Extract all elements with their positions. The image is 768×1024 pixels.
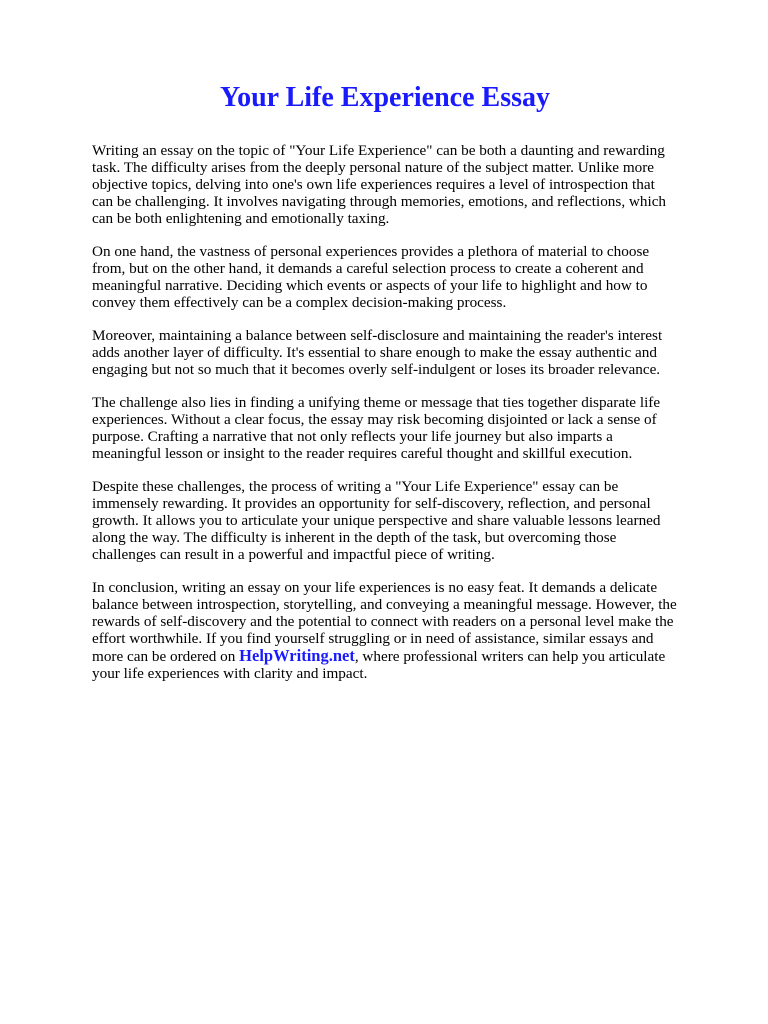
essay-title: Your Life Experience Essay [219, 82, 551, 113]
paragraph-3: Moreover, maintaining a balance between self-disclosure and maintaining the reader's interest adds another layer of difficulty. It's essential to share enough to make the essay authentic and engaging but not so much that it becomes overly self-indulgent or loses its broader relevance. [92, 327, 663, 378]
helpwriting-link[interactable]: HelpWriting.net [239, 646, 355, 665]
paragraph-1: Writing an essay on the topic of "Your Life Experience" can be both a daunting and rewarding task. The difficulty arises from the deeply personal nature of the subject matter. Unlike more objective topics, delving into one's own life experiences requires a level of introspection that can be challenging. It involves navigating through memories, emotions, and reflections, which can be both enlightening and emotionally taxing. [92, 142, 667, 227]
paragraph-2: On one hand, the vastness of personal experiences provides a plethora of material to choose from, but on the other hand, it demands a careful selection process to create a coherent and meaningful narrative. Deciding which events or aspects of your life to highlight and how to convey them effectively can be a complex decision-making process. [92, 243, 650, 311]
paragraph-5: Despite these challenges, the process of writing a "Your Life Experience" essay can be immensely rewarding. It provides an opportunity for self-discovery, reflection, and personal growth. It allows you to articulate your unique perspective and share valuable lessons learned along the way. The difficulty is inherent in the depth of the task, but overcoming those challenges can result in a powerful and impactful piece of writing. [92, 478, 661, 563]
conclusion-text-after: , where professional writers can help you articulate your life experiences with clarity and impact. [92, 648, 666, 682]
paragraph-4: The challenge also lies in finding a unifying theme or message that ties together disparate life experiences. Without a clear focus, the essay may risk becoming disjointed or lack a sense of purpose. Crafting a narrative that not only reflects your life journey but also imparts a meaningful lesson or insight to the reader requires careful thought and skillful execution. [92, 394, 661, 462]
essay-body [92, 142, 678, 682]
paragraph-conclusion [92, 579, 678, 682]
conclusion-text-before: In conclusion, writing an essay on your life experiences is no easy feat. It demands a delicate balance between introspection, storytelling, and conveying a meaningful message. However, the rewards of self-discovery and the potential to connect with readers on a personal level make the effort worthwhile. If you find yourself struggling or in need of assistance, similar essays and more can be ordered on [92, 579, 677, 665]
